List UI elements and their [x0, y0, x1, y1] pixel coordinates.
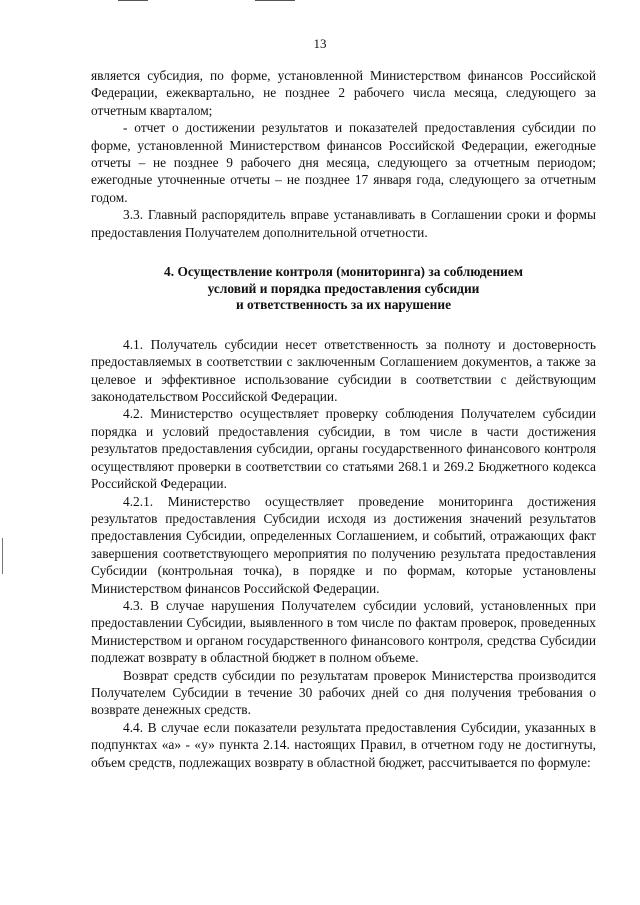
paragraph: 4.3. В случае нарушения Получателем субсидии условий, установленных при предоставлении Субсидии, выявленного в том числе по фактам проверок, проведенных Министерством и органом государственного финансового контроля, средства Субсидии подлежат возврату в областной бюджет в полном объеме.: [91, 597, 596, 666]
section-heading: [91, 264, 596, 314]
margin-scan-mark: [2, 538, 3, 574]
paragraph: 4.2. Министерство осуществляет проверку соблюдения Получателем субсидии порядка и условий предоставления субсидии, в том числе в части достижения результатов предоставления субсидии, органы государственного финансового контроля осуществляют проверки в соответствии со статьями 268.1 и 269.2 Бюджетного кодекса Российской Федерации.: [91, 406, 596, 492]
paragraph: 4.4. В случае если показатели результата предоставления Субсидии, указанных в подпунктах «а» - «у» пункта 2.14. настоящих Правил, в отчетном году не достигнуты, объем средств, подлежащих возврату в областной бюджет, рассчитывается по формуле:: [91, 719, 596, 770]
paragraph: Возврат средств субсидии по результатам проверок Министерства производится Получателем Субсидии в течение 30 рабочих дней со дня получения требования о возврате денежных средств.: [91, 667, 596, 718]
document-body: [91, 67, 596, 771]
section-heading-line: и ответственность за их нарушение: [235, 297, 452, 313]
paragraph: 4.2.1. Министерство осуществляет проведение мониторинга достижения результатов предоставления Субсидии исходя из достижения значений результатов предоставления Субсидии, определенных Соглашением, и событий, отражающих факт завершения соответствующего мероприятия по получению результата предоставления Субсидии (контрольная точка), в порядке и по формам, которые установлены Министерством финансов Российской Федерации.: [91, 493, 596, 596]
section-heading-line: условий и порядка предоставления субсидии: [207, 280, 480, 296]
paragraph: - отчет о достижении результатов и показателей предоставления субсидии по форме, установленной Министерством финансов Российской Федерации, ежегодные отчеты – не позднее 9 рабочего дня месяца, следующего за отчетным периодом; ежегодные уточненные отчеты – не позднее 17 января года, следующего за отчетным годом.: [91, 120, 596, 205]
paragraph: является субсидия, по форме, установленной Министерством финансов Российской Федерации, ежеквартально, не позднее 2 рабочего числа месяца, следующего за отчетным кварталом;: [91, 68, 596, 118]
section-heading-line: 4. Осуществление контроля (мониторинга) за соблюдением: [164, 264, 523, 280]
top-scan-mark: [118, 0, 148, 1]
paragraph: 4.1. Получатель субсидии несет ответственность за полноту и достоверность предоставляемых в соответствии с заключенным Соглашением документов, а также за целевое и эффективное использование субсидии в соответствии с действующим законодательством Российской Федерации.: [91, 336, 596, 405]
page-number: 13: [313, 36, 327, 51]
paragraph: 3.3. Главный распорядитель вправе устанавливать в Соглашении сроки и формы предоставления Получателем дополнительной отчетности.: [91, 207, 596, 240]
top-scan-mark: [255, 0, 295, 1]
